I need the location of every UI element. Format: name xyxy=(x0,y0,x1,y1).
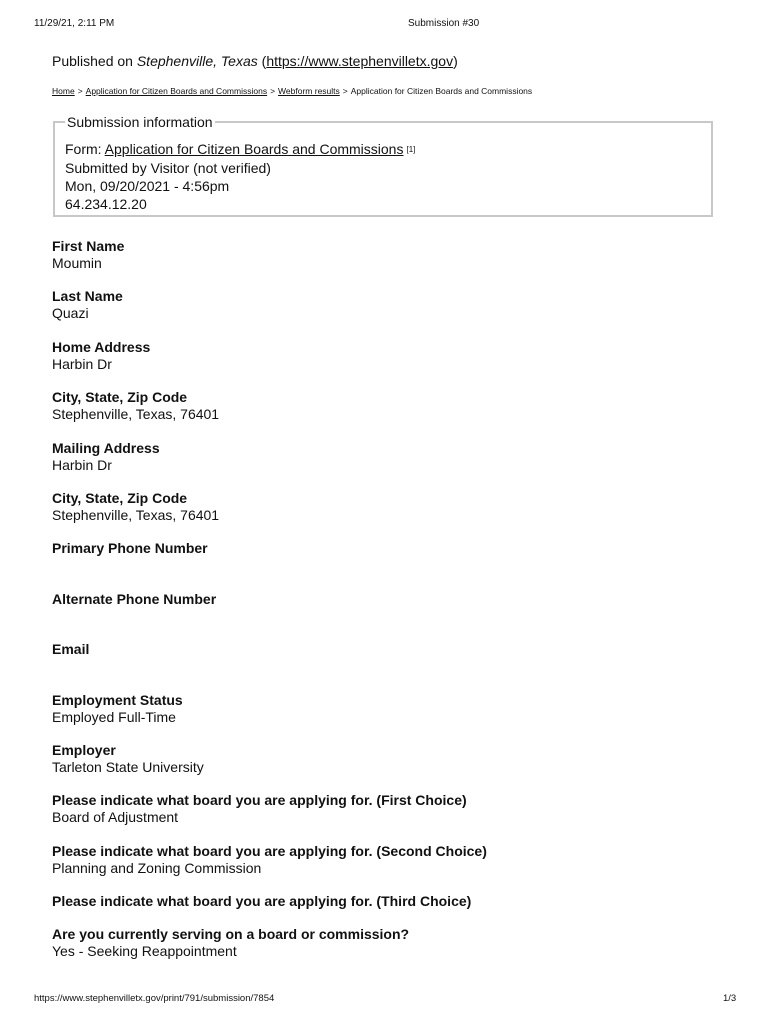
site-name: Stephenville, Texas xyxy=(136,53,258,69)
field-label: Are you currently serving on a board or commission? xyxy=(52,926,410,943)
field-value: Board of Adjustment xyxy=(52,809,179,826)
breadcrumb-separator: > xyxy=(342,86,348,96)
form-link[interactable]: Application for Citizen Boards and Commissions xyxy=(104,141,404,157)
field-employer xyxy=(52,742,732,792)
field-label: Employer xyxy=(52,741,116,758)
submission-ip: 64.234.12.20 xyxy=(65,196,147,213)
published-prefix: Published on xyxy=(52,53,137,69)
field-label: Please indicate what board you are applying for. (Third Choice) xyxy=(52,893,472,910)
field-mailing-address xyxy=(52,440,732,490)
field-last-name xyxy=(52,288,732,338)
close-paren: ) xyxy=(453,53,458,69)
field-value: Stephenville, Texas, 76401 xyxy=(52,406,220,423)
field-value xyxy=(52,658,732,675)
field-value xyxy=(52,608,732,625)
field-label: Email xyxy=(52,641,90,658)
breadcrumb-webform-results-link[interactable]: Webform results xyxy=(278,86,340,96)
field-value xyxy=(52,557,732,574)
field-label: Mailing Address xyxy=(52,439,160,456)
submission-fields xyxy=(52,238,732,976)
field-employment-status xyxy=(52,692,732,742)
submission-info-box xyxy=(53,114,713,217)
field-board-third-choice xyxy=(52,893,732,926)
open-paren: ( xyxy=(257,53,267,69)
breadcrumb xyxy=(52,86,532,96)
field-label: Please indicate what board you are applying for. (First Choice) xyxy=(52,792,467,809)
field-label: Employment Status xyxy=(52,691,183,708)
field-board-first-choice xyxy=(52,792,732,842)
print-datetime: 11/29/21, 2:11 PM xyxy=(34,18,115,29)
field-label: First Name xyxy=(52,238,125,254)
print-footer-url: https://www.stephenvilletx.gov/print/791/submission/7854 xyxy=(34,993,275,1004)
field-city-state-zip xyxy=(52,389,732,439)
breadcrumb-home-link[interactable]: Home xyxy=(52,86,75,96)
field-primary-phone xyxy=(52,540,732,590)
field-value: Tarleton State University xyxy=(52,758,204,775)
field-label: Last Name xyxy=(52,288,123,305)
print-title: Submission #30 xyxy=(408,18,480,29)
breadcrumb-application-link[interactable]: Application for Citizen Boards and Commissions xyxy=(85,86,268,96)
site-url-link[interactable]: https://www.stephenvilletx.gov xyxy=(266,53,454,69)
field-board-second-choice xyxy=(52,843,732,893)
field-first-name xyxy=(52,238,732,288)
form-ref: [1] xyxy=(406,145,416,155)
submitted-by: Submitted by Visitor (not verified) xyxy=(65,160,271,177)
field-label: Please indicate what board you are applying for. (Second Choice) xyxy=(52,842,487,859)
breadcrumb-separator: > xyxy=(270,86,276,96)
field-mailing-city-state-zip xyxy=(52,490,732,540)
field-email xyxy=(52,641,732,691)
field-label: Alternate Phone Number xyxy=(52,590,217,607)
field-label: City, State, Zip Code xyxy=(52,489,188,506)
published-line xyxy=(52,53,458,69)
field-value: Planning and Zoning Commission xyxy=(52,859,262,876)
print-page-number: 1/3 xyxy=(723,993,737,1004)
breadcrumb-current: Application for Citizen Boards and Commissions xyxy=(350,86,533,96)
field-value: Employed Full-Time xyxy=(52,708,176,725)
field-value: Yes - Seeking Reappointment xyxy=(52,943,237,960)
form-prefix: Form: xyxy=(65,141,105,157)
form-line xyxy=(65,140,415,159)
breadcrumb-separator: > xyxy=(77,86,83,96)
submission-date: Mon, 09/20/2021 - 4:56pm xyxy=(65,178,230,195)
field-currently-serving xyxy=(52,926,732,976)
field-value: Harbin Dr xyxy=(52,355,112,372)
field-value: Harbin Dr xyxy=(52,456,112,473)
field-alternate-phone xyxy=(52,591,732,641)
field-value: Quazi xyxy=(52,305,89,322)
field-home-address xyxy=(52,339,732,389)
field-label: Home Address xyxy=(52,338,151,355)
field-label: City, State, Zip Code xyxy=(52,389,188,406)
field-label: Primary Phone Number xyxy=(52,540,208,557)
submission-info-legend: Submission information xyxy=(67,114,213,130)
field-value: Stephenville, Texas, 76401 xyxy=(52,506,220,523)
field-value: Moumin xyxy=(52,255,102,271)
